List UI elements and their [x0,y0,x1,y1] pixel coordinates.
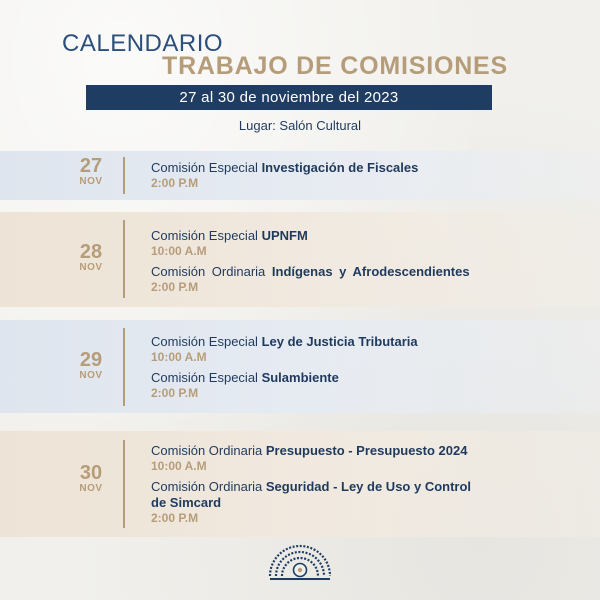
day-row-27 [0,151,600,200]
event-title [151,264,551,280]
title-trabajo-comisiones: TRABAJO DE COMISIONES [162,52,508,80]
event-type: Comisión Especial [151,228,258,243]
event-list [151,228,551,294]
event-name: Ley de Justicia Tributaria [261,334,418,349]
day-badge [62,242,120,274]
event-time: 2:00 P.M [151,176,199,190]
event-title [151,370,551,386]
event-list [151,160,551,190]
day-number: 27 [79,155,103,177]
title-calendario: CALENDARIO [62,30,224,57]
divider-line [123,220,125,298]
place-label: Lugar: Salón Cultural [238,118,362,133]
day-row-29 [0,320,600,413]
day-number: 29 [79,349,103,371]
event-item [151,443,491,473]
event-time: 10:00 A.M [151,350,207,364]
day-month: NOV [79,176,103,187]
date-range-banner: 27 al 30 de noviembre del 2023 [86,85,492,110]
event-time: 10:00 A.M [151,459,207,473]
event-name: Investigación de Fiscales [261,160,419,175]
congress-hemicycle-logo-icon [264,536,336,586]
event-item [151,334,551,364]
day-month: NOV [79,262,103,273]
divider-line [123,328,125,406]
event-list [151,334,551,400]
event-item [151,228,551,258]
event-time: 2:00 P.M [151,280,199,294]
divider-line [123,157,125,194]
event-item [151,479,491,525]
divider-line [123,440,125,528]
event-name: UPNFM [261,228,308,243]
event-title [151,160,551,176]
event-time: 2:00 P.M [151,386,199,400]
event-time: 2:00 P.M [151,511,199,525]
event-item [151,160,551,190]
event-type: Comisión Especial [151,160,258,175]
event-title [151,443,491,459]
day-badge [62,350,120,382]
event-title [151,479,486,511]
day-number: 30 [79,462,103,484]
day-month: NOV [79,370,103,381]
event-name: Presupuesto - Presupuesto 2024 [265,443,468,458]
event-type: Comisión Especial [151,370,258,385]
event-name: Seguridad - Ley de Uso y Control de Simcard [151,479,472,510]
event-title [151,228,551,244]
event-title [151,334,551,350]
day-badge [62,463,120,495]
event-time: 10:00 A.M [151,244,207,258]
day-badge [62,156,120,188]
event-type: Comisión Ordinaria [151,479,263,494]
day-row-30 [0,431,600,537]
day-row-28 [0,212,600,307]
day-month: NOV [79,483,103,494]
event-item [151,370,551,400]
event-type: Comisión Especial [151,334,258,349]
event-list [151,443,491,525]
event-name: Indígenas y Afrodescendientes [271,264,470,279]
event-name: Sulambiente [261,370,339,385]
event-item [151,264,551,294]
event-type: Comisión Ordinaria [151,264,266,279]
day-number: 28 [79,241,103,263]
event-type: Comisión Ordinaria [151,443,263,458]
